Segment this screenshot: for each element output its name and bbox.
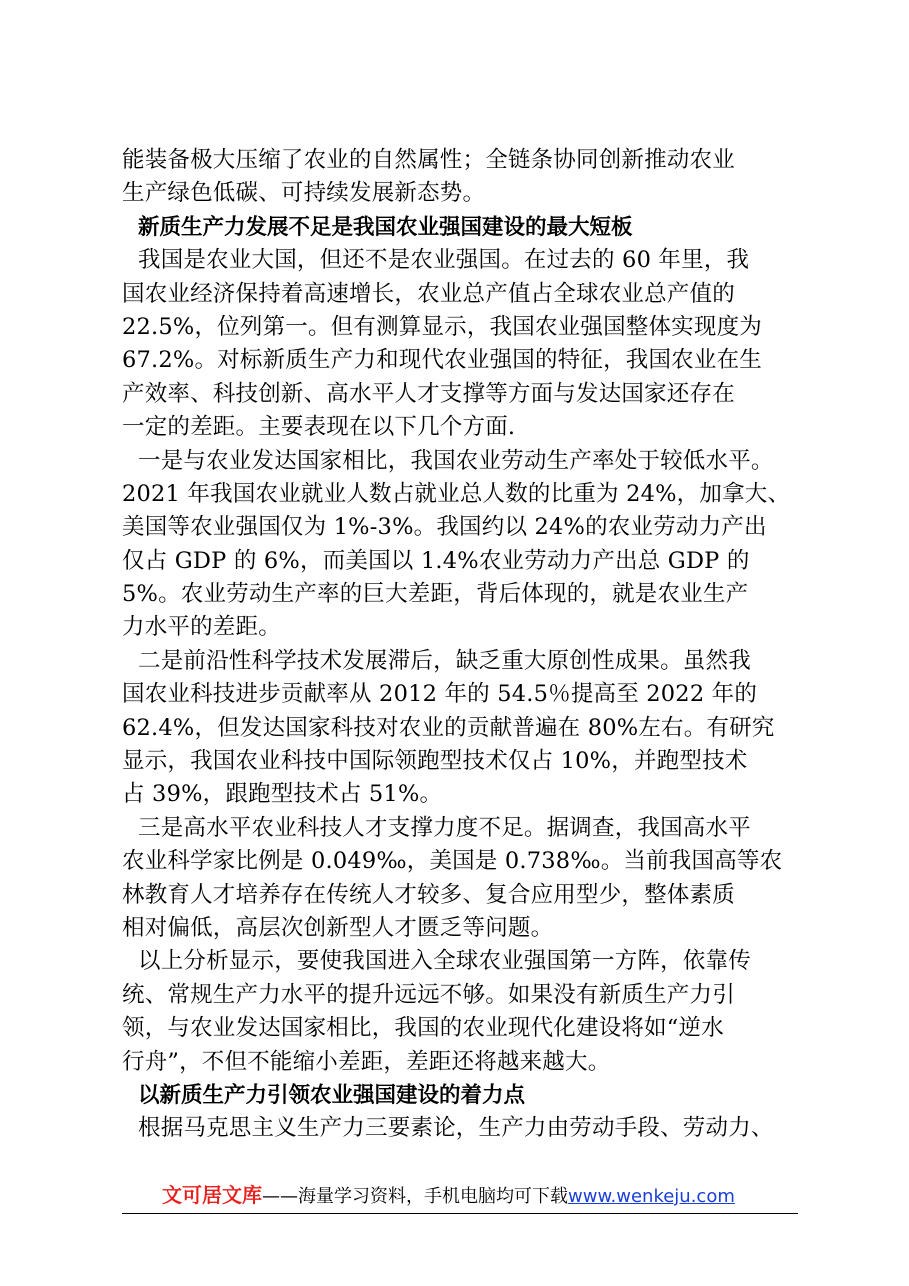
footer-brand: 文可居文库: [162, 1183, 262, 1207]
paragraph-line: 67.2%。对标新质生产力和现代农业强国的特征，我国农业在生: [122, 347, 762, 374]
footer-watermark: [162, 1181, 735, 1211]
footer-tagline: ——海量学习资料，手机电脑均可下载: [262, 1186, 568, 1207]
page-footer: [122, 1181, 798, 1214]
paragraph-line: 林教育人才培养存在传统人才较多、复合应用型少，整体素质: [122, 881, 735, 908]
document-body: [122, 144, 804, 1146]
paragraph-line: 国农业科技进步贡献率从 2012 年的 54.5％提高至 2022 年的: [122, 681, 758, 708]
paragraph-line: 能装备极大压缩了农业的自然属性；全链条协同创新推动农业: [122, 147, 735, 173]
paragraph-line: 统、常规生产力水平的提升远远不够。如果没有新质生产力引: [122, 981, 735, 1008]
paragraph-line: 仅占 GDP 的 6%，而美国以 1.4%农业劳动力产出总 GDP 的: [122, 547, 750, 574]
paragraph-line: 根据马克思主义生产力三要素论，生产力由劳动手段、劳动力、: [138, 1115, 774, 1142]
paragraph-line: 行舟”，不但不能缩小差距，差距还将越来越大。: [122, 1048, 611, 1075]
paragraph-line: 国农业经济保持着高速增长，农业总产值占全球农业总产值的: [122, 280, 735, 307]
section-heading: 新质生产力发展不足是我国农业强国建设的最大短板: [138, 214, 633, 240]
paragraph-line: 一定的差距。主要表现在以下几个方面.: [122, 414, 516, 441]
paragraph-line: 农业科学家比例是 0.049‰，美国是 0.738‰。当前我国高等农: [122, 848, 783, 875]
paragraph-line: 2021 年我国农业就业人数占就业总人数的比重为 24%，加拿大、: [122, 480, 791, 507]
paragraph-line: 显示，我国农业科技中国际领跑型技术仅占 10%，并跑型技术: [122, 748, 748, 775]
paragraph-line: 62.4%，但发达国家科技对农业的贡献普遍在 80%左右。有研究: [122, 714, 775, 741]
footer-url-link[interactable]: www.wenkeju.com: [568, 1186, 735, 1207]
paragraph-line: 一是与农业发达国家相比，我国农业劳动生产率处于较低水平。: [138, 447, 774, 474]
paragraph-line: 相对偏低，高层次创新型人才匮乏等问题。: [122, 914, 554, 941]
paragraph-line: 5%。农业劳动生产率的巨大差距，背后体现的，就是农业生产: [122, 581, 749, 608]
paragraph-line: 产效率、科技创新、高水平人才支撑等方面与发达国家还存在: [122, 380, 735, 407]
paragraph-line: 三是高水平农业科技人才支撑力度不足。据调查，我国高水平: [138, 814, 751, 841]
paragraph-line: 22.5%，位列第一。但有测算显示，我国农业强国整体实现度为: [122, 313, 762, 340]
paragraph-line: 生产绿色低碳、可持续发展新态势。: [122, 180, 486, 207]
paragraph-line: 占 39%，跟跑型技术占 51%。: [122, 781, 443, 808]
paragraph-line: 领，与农业发达国家相比，我国的农业现代化建设将如“逆水: [122, 1015, 724, 1042]
paragraph-line: 力水平的差距。: [122, 614, 281, 641]
paragraph-line: 我国是农业大国，但还不是农业强国。在过去的 60 年里，我: [138, 247, 750, 274]
section-heading: 以新质生产力引领农业强国建设的着力点: [138, 1082, 526, 1108]
paragraph-line: 二是前沿性科学技术发展滞后，缺乏重大原创性成果。虽然我: [138, 647, 751, 674]
paragraph-line: 以上分析显示，要使我国进入全球农业强国第一方阵，依靠传: [138, 948, 751, 975]
paragraph-line: 美国等农业强国仅为 1%-3%。我国约以 24%的农业劳动力产出: [122, 514, 767, 541]
